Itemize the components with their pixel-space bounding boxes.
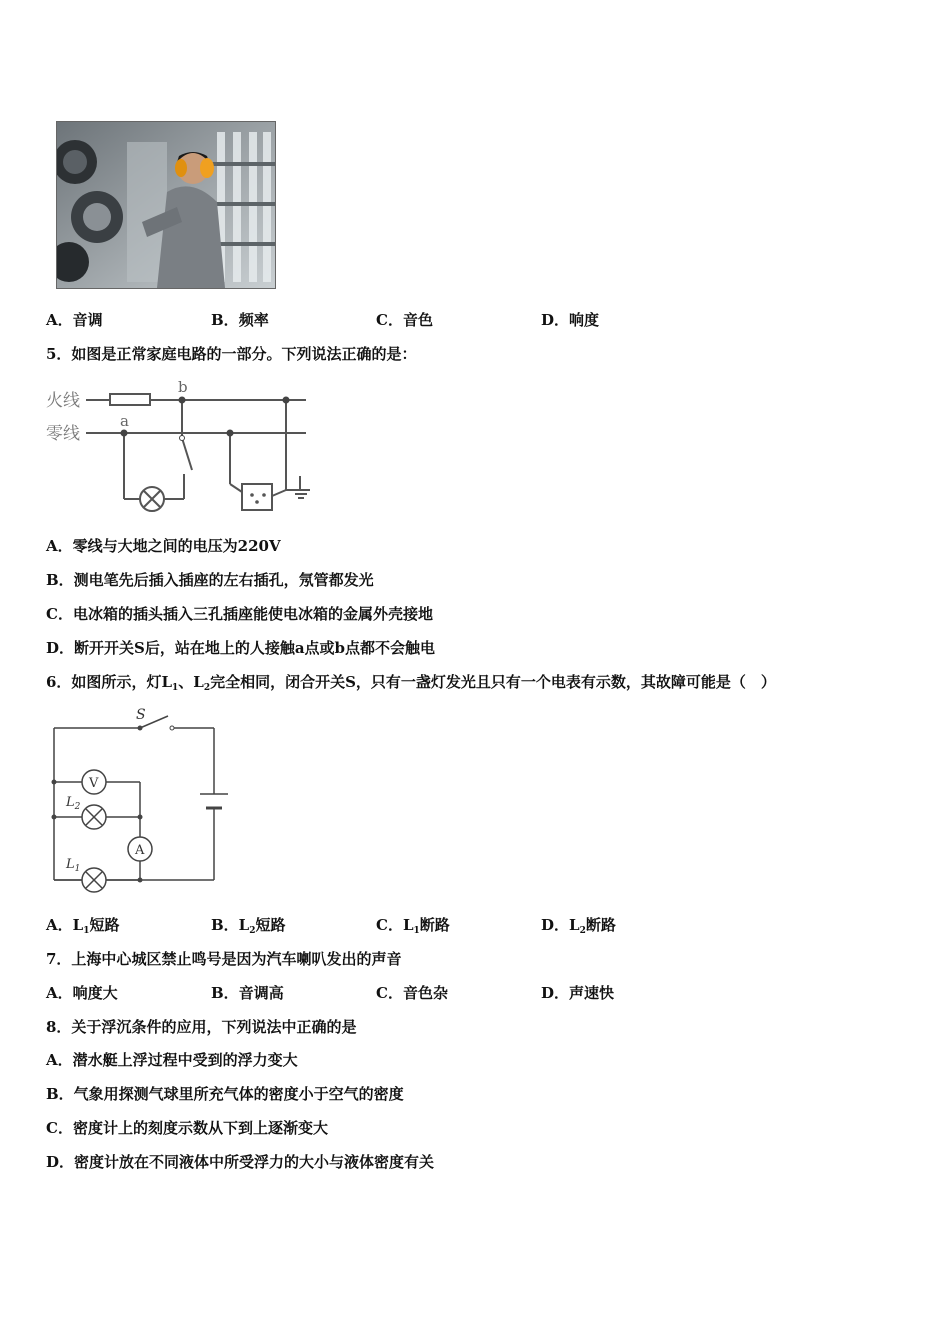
factory-worker-photo: [56, 121, 276, 289]
q5-option-d: D．断开开关S后，站在地上的人接触a点或b点都不会触电: [46, 639, 436, 657]
q6-option-a: A．$L_1$短路: [46, 916, 120, 936]
q8-option-d: D．密度计放在不同液体中所受浮力的大小与液体密度有关: [46, 1153, 435, 1171]
q7-option-a: A．响度大: [46, 984, 118, 1002]
q4-option-d: D．响度: [541, 311, 600, 329]
q6-stem: 6．如图所示，灯$L_1$、$L_2$完全相同，闭合开关S，只有一盏灯发光且只有一个电表有示数，其故障可能是（ ）: [46, 673, 776, 693]
point-a-label: a: [120, 412, 129, 430]
q4-option-b: B．频率: [211, 311, 269, 329]
q5-option-a: A．零线与大地之间的电压为220V: [46, 537, 281, 555]
q7-option-c: C．音色杂: [376, 984, 448, 1002]
q4-option-c: C．音色: [376, 311, 433, 329]
q6-option-b: B．$L_2$短路: [211, 916, 286, 936]
q8-option-c: C．密度计上的刻度示数从下到上逐渐变大: [46, 1119, 328, 1137]
ammeter-label: A: [135, 843, 145, 858]
household-circuit-diagram: [44, 376, 314, 516]
q5-option-c: C．电冰箱的插头插入三孔插座能使电冰箱的金属外壳接地: [46, 605, 433, 623]
switch-label: S: [136, 707, 146, 723]
live-wire-label: 火线: [46, 391, 80, 411]
q7-option-b: B．音调高: [211, 984, 284, 1002]
q8-option-b: B．气象用探测气球里所充气体的密度小于空气的密度: [46, 1085, 404, 1103]
q7-option-d: D．声速快: [541, 984, 615, 1002]
series-circuit-diagram: [44, 704, 234, 894]
factory-worker-illustration: [57, 122, 275, 288]
q5-option-b: B．测电笔先后插入插座的左右插孔，氖管都发光: [46, 571, 374, 589]
point-b-label: b: [178, 378, 188, 396]
q8-stem: 8．关于浮沉条件的应用，下列说法中正确的是: [46, 1018, 357, 1036]
q8-option-a: A．潜水艇上浮过程中受到的浮力变大: [46, 1051, 298, 1069]
voltmeter-label: V: [89, 776, 99, 791]
q6-option-d: D．$L_2$断路: [541, 916, 616, 936]
lamp-l1-label: $L_1$: [66, 857, 81, 874]
q4-option-a: A．音调: [46, 311, 103, 329]
q5-stem: 5．如图是正常家庭电路的一部分。下列说法正确的是：: [46, 345, 417, 363]
neutral-wire-label: 零线: [46, 424, 80, 444]
q7-stem: 7．上海中心城区禁止鸣号是因为汽车喇叭发出的声音: [46, 950, 402, 968]
lamp-l2-label: $L_2$: [66, 795, 81, 812]
q6-option-c: C．$L_1$断路: [376, 916, 450, 936]
